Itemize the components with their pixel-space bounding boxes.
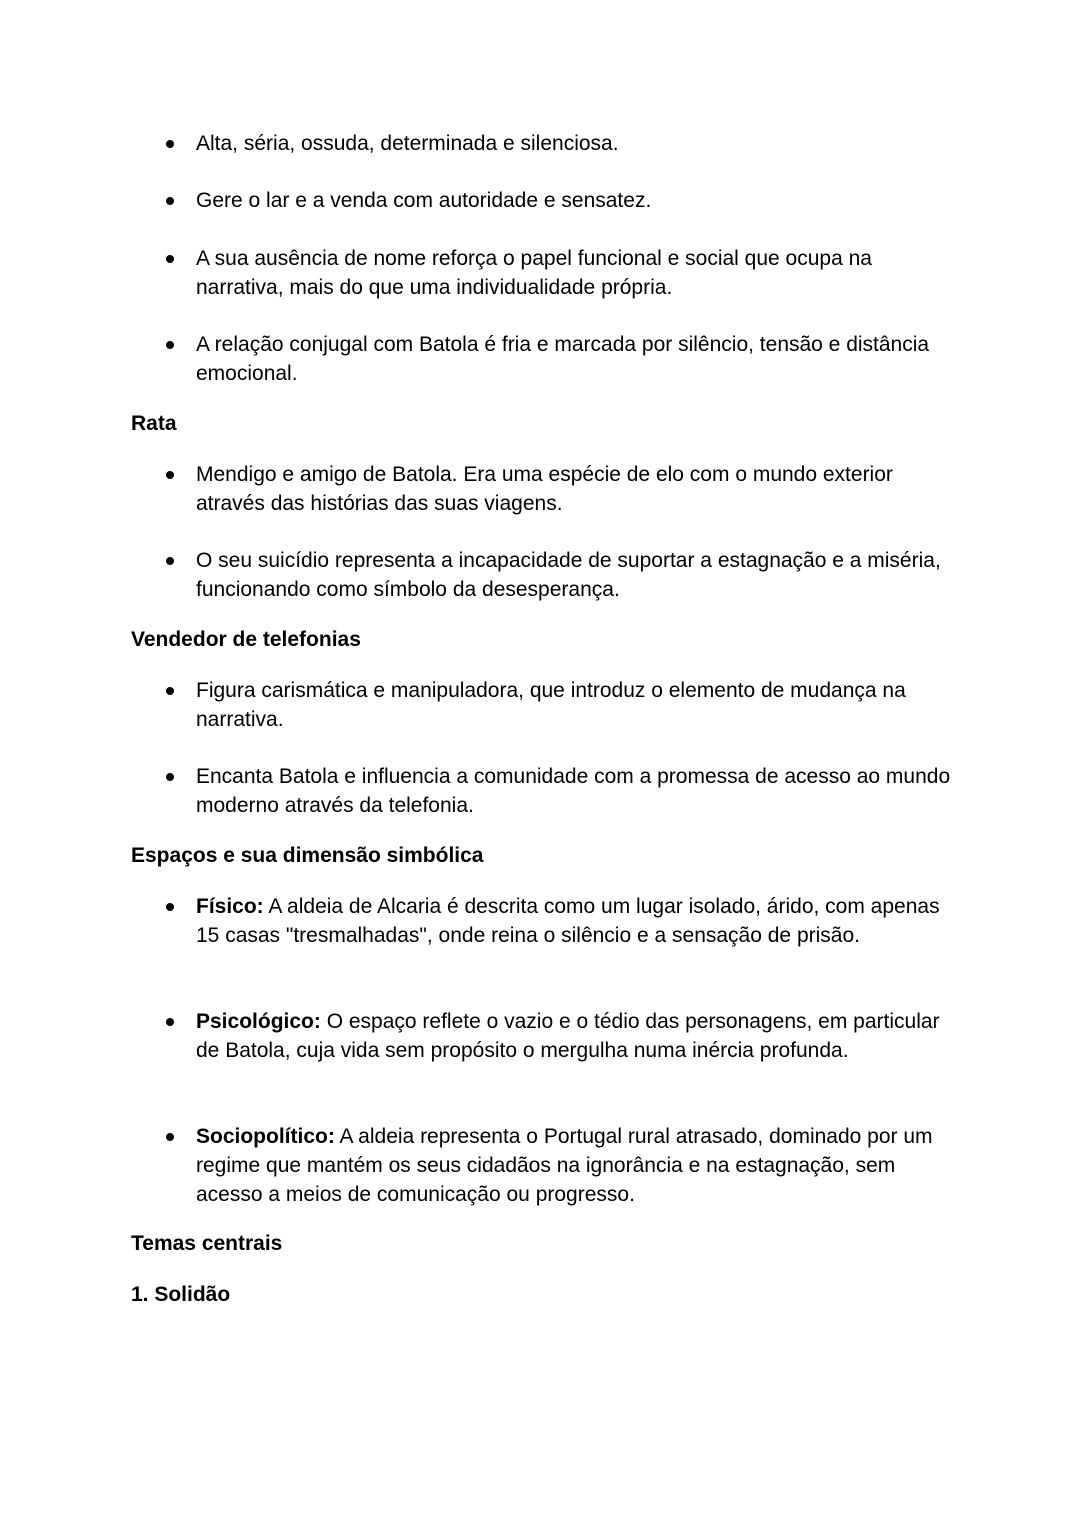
list-item: Mendigo e amigo de Batola. Era uma espécie de elo com o mundo exterior através das histórias das suas viagens. xyxy=(196,463,893,515)
list-item xyxy=(196,1007,956,1065)
list-item: Figura carismática e manipuladora, que introduz o elemento de mudança na narrativa. xyxy=(196,679,906,731)
item-text: A aldeia representa o Portugal rural atrasado, dominado por um regime que mantém os seus cidadãos na ignorância e na estagnação, sem acesso a meios de comunicação ou progresso. xyxy=(196,1125,933,1206)
list-item: Alta, séria, ossuda, determinada e silenciosa. xyxy=(196,132,619,155)
bullet-icon xyxy=(166,255,174,263)
item-label: Psicológico: xyxy=(196,1010,321,1033)
bullet-icon xyxy=(166,557,174,565)
item-label: Físico: xyxy=(196,895,264,918)
item-text: A aldeia de Alcaria é descrita como um lugar isolado, árido, com apenas 15 casas "tresmalhadas", onde reina o silêncio e a sensação de prisão. xyxy=(196,895,940,947)
bullet-icon xyxy=(166,197,174,205)
list-item: Encanta Batola e influencia a comunidade com a promessa de acesso ao mundo moderno através da telefonia. xyxy=(196,765,951,817)
bullet-icon xyxy=(166,687,174,695)
list-item xyxy=(196,892,956,950)
section-heading-vendedor: Vendedor de telefonias xyxy=(131,628,361,651)
bullet-icon xyxy=(166,773,174,781)
subsection-heading-solidao: 1. Solidão xyxy=(131,1283,231,1306)
bullet-icon xyxy=(166,1133,174,1141)
bullet-icon xyxy=(166,341,174,349)
item-text: O espaço reflete o vazio e o tédio das personagens, em particular de Batola, cuja vida sem propósito o mergulha numa inércia profunda. xyxy=(196,1010,940,1062)
section-heading-temas: Temas centrais xyxy=(131,1232,283,1255)
section-heading-rata: Rata xyxy=(131,412,177,435)
section-heading-espacos: Espaços e sua dimensão simbólica xyxy=(131,844,484,867)
bullet-icon xyxy=(166,903,174,911)
list-item: O seu suicídio representa a incapacidade de suportar a estagnação e a miséria, funcionando como símbolo da desesperança. xyxy=(196,549,941,601)
bullet-icon xyxy=(166,140,174,148)
list-item: Gere o lar e a venda com autoridade e sensatez. xyxy=(196,189,652,212)
list-item: A relação conjugal com Batola é fria e marcada por silêncio, tensão e distância emocional. xyxy=(196,333,930,385)
item-label: Sociopolítico: xyxy=(196,1125,335,1148)
bullet-icon xyxy=(166,471,174,479)
list-item xyxy=(196,1122,956,1209)
bullet-icon xyxy=(166,1018,174,1026)
list-item: A sua ausência de nome reforça o papel funcional e social que ocupa na narrativa, mais do que uma individualidade própria. xyxy=(196,247,872,299)
